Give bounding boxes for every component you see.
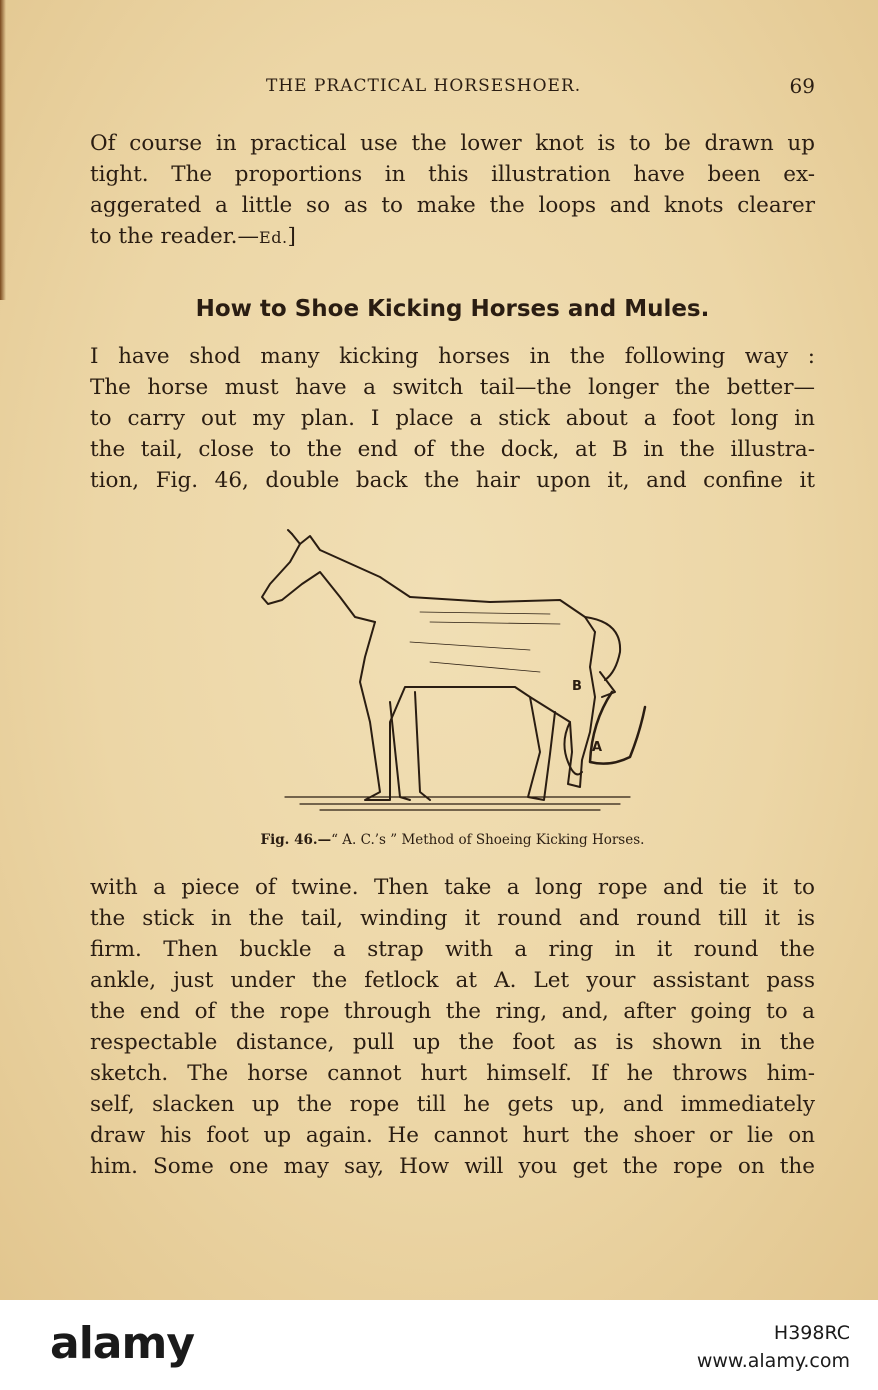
text-line: tight. The proportions in this illustration have been ex-	[90, 162, 815, 187]
stock-image-id: H398RC	[773, 1322, 850, 1344]
editor-abbrev: Ed.	[259, 228, 288, 247]
page-binding-edge	[0, 0, 6, 300]
figure-caption	[90, 832, 815, 848]
stock-logo: alamy	[50, 1318, 194, 1369]
text-line: respectable distance, pull up the foot as is shown in the	[90, 1030, 815, 1055]
text-line: the tail, close to the end of the dock, at B in the illustra-	[90, 437, 815, 462]
horse-illustration	[230, 522, 670, 822]
text-line: Of course in practical use the lower knot is to be drawn up	[90, 131, 815, 156]
text-line: sketch. The horse cannot hurt himself. If he throws him-	[90, 1061, 815, 1086]
horse-mane	[288, 530, 410, 597]
running-head	[90, 74, 815, 102]
text-line	[90, 221, 815, 253]
horse-tail	[585, 617, 620, 697]
text-line: the stick in the tail, winding it round and round till it is	[90, 906, 815, 931]
ground-lines	[285, 797, 630, 810]
horse-hind-leg	[528, 697, 555, 800]
text-fragment: to the reader.—	[90, 224, 260, 249]
text-line: ankle, just under the fetlock at A. Let your assistant pass	[90, 968, 815, 993]
text-line: I have shod many kicking horses in the following way :	[90, 344, 815, 369]
text-line: draw his foot up again. He cannot hurt the shoer or lie on	[90, 1123, 815, 1148]
text-line: him. Some one may say, How will you get the rope on the	[90, 1154, 815, 1179]
horse-back	[410, 597, 595, 632]
caption-text: “ A. C.’s ” Method of Shoeing Kicking Horses.	[331, 832, 645, 848]
horse-body	[360, 622, 595, 800]
caption-lead: Fig. 46.—	[260, 832, 332, 848]
lifted-hind-leg	[564, 722, 582, 774]
text-line: with a piece of twine. Then take a long rope and tie it to	[90, 875, 815, 900]
page-number: 69	[789, 74, 815, 98]
body-shading	[410, 612, 560, 672]
text-line: aggerated a little so as to make the loops and knots clearer	[90, 193, 815, 218]
text-line: The horse must have a switch tail—the longer the better—	[90, 375, 815, 400]
stock-url: www.alamy.com	[696, 1350, 850, 1372]
text-line: firm. Then buckle a strap with a ring in it round the	[90, 937, 815, 962]
text-line: to carry out my plan. I place a stick about a foot long in	[90, 406, 815, 431]
running-head-title: THE PRACTICAL HORSESHOER.	[266, 76, 582, 96]
figure-label-a: A	[592, 740, 603, 755]
text-line: tion, Fig. 46, double back the hair upon it, and confine it	[90, 468, 815, 493]
text-line: the end of the rope through the ring, and, after going to a	[90, 999, 815, 1024]
text-fragment: ]	[287, 224, 296, 249]
section-heading: How to Shoe Kicking Horses and Mules.	[195, 296, 710, 322]
text-line: self, slacken up the rope till he gets up, and immediately	[90, 1092, 815, 1117]
figure-label-b: B	[572, 679, 582, 694]
